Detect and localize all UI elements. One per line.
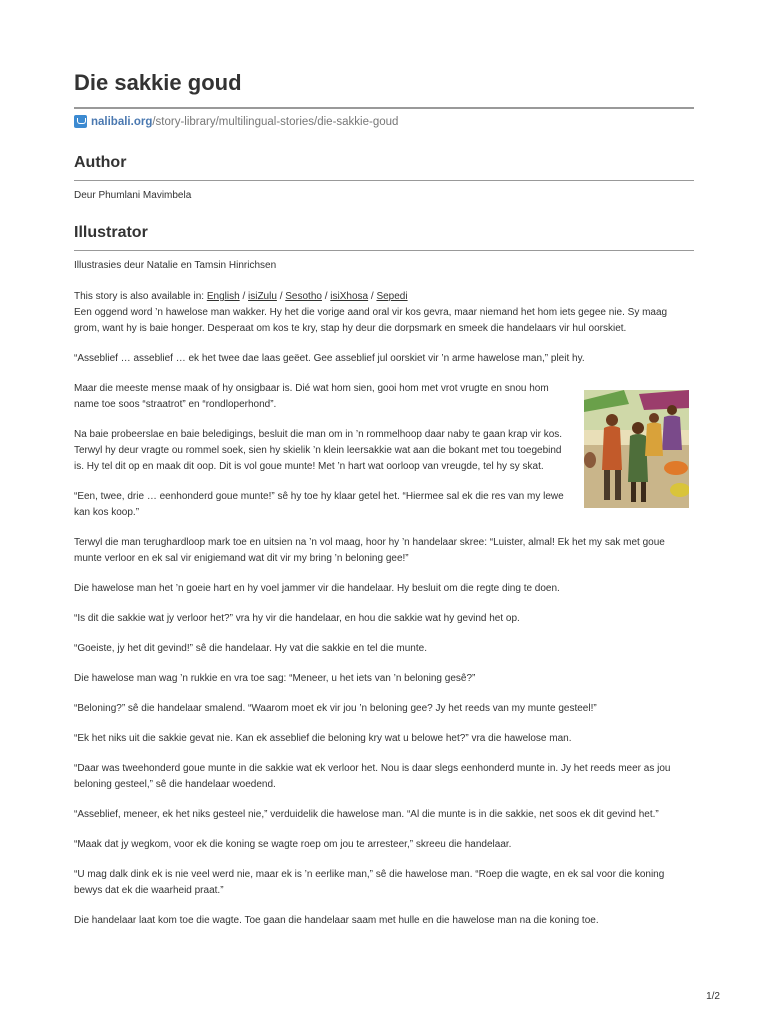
story-paragraph: “Ek het niks uit die sakkie gevat nie. Kan ek asseblief die beloning kry wat u belowe het?” vra die hawelose man. <box>74 733 572 744</box>
market-illustration <box>584 390 689 508</box>
story-paragraph: Die hawelose man wag ’n rukkie en vra toe sag: “Meneer, u het iets van ’n beloning gesê?” <box>74 673 476 684</box>
story-body <box>74 289 694 943</box>
story-paragraph: Na baie probeerslae en baie beledigings, besluit die man om in ’n rommelhoop daar naby te gaan krap vir kos. Terwyl hy deur vragte ou rommel soek, sien hy skielik ’n klein leersakkie wat aan die bokant met tou toegebind is. Hy tel dit op en maak dit oop. Dit is vol goue munte! Met ’n hart wat oorloop van vreugde, tel hy sy skat. <box>74 429 563 472</box>
story-paragraph: “Asseblief … asseblief … ek het twee dae laas geëet. Gee asseblief jul oorskiet vir ’n arme hawelose man,” pleit hy. <box>74 353 585 364</box>
lang-link-isixhosa[interactable]: isiXhosa <box>330 291 369 302</box>
story-paragraph: Terwyl die man terughardloop mark toe en uitsien na ’n vol maag, hoor hy ’n handelaar skree: “Luister, almal! Ek het my sak met goue munte verloor en ek sal vir enigiemand wat dit vir my bring ’n beloning gee!” <box>74 537 665 564</box>
story-paragraph: “Daar was tweehonderd goue munte in die sakkie wat ek verloor het. Nou is daar slegs eenhonderd munte in. Jy het reeds meer as jou beloning gesteel,” sê die handelaar woedend. <box>74 763 671 790</box>
page-title: Die sakkie goud <box>74 70 242 95</box>
nalibali-logo-icon <box>74 115 87 128</box>
lang-link-sepedi[interactable]: Sepedi <box>376 291 408 302</box>
story-paragraph: Maar die meeste mense maak of hy onsigbaar is. Dié wat hom sien, gooi hom met vrot vrugte en snou hom name toe soos “straatrot” en “rondloperhond”. <box>74 383 549 410</box>
author-heading: Author <box>74 154 127 171</box>
lang-link-english[interactable]: English <box>206 291 240 302</box>
author-text: Deur Phumlani Mavimbela <box>74 190 192 201</box>
story-paragraph: Die hawelose man het ’n goeie hart en hy voel jammer vir die handelaar. Hy besluit om die regte ding te doen. <box>74 583 560 594</box>
lang-link-sesotho[interactable]: Sesotho <box>285 291 322 302</box>
story-paragraph: “Is dit die sakkie wat jy verloor het?” vra hy vir die handelaar, en hou die sakkie wat hy gevind het op. <box>74 613 520 624</box>
language-links: This story is also available in: English / isiZulu / Sesotho / isiXhosa / Sepedi <box>74 291 408 302</box>
story-paragraph: “Een, twee, drie … eenhonderd goue munte!” sê hy toe hy klaar getel het. “Hiermee sal ek die res van my lewe kan kos koop.” <box>74 491 564 518</box>
source-link[interactable] <box>74 115 398 128</box>
title-divider <box>74 107 694 109</box>
illustrator-text: Illustrasies deur Natalie en Tamsin Hinrichsen <box>74 260 277 271</box>
story-paragraph: “U mag dalk dink ek is nie veel werd nie, maar ek is ’n eerlike man,” sê die hawelose man. “Roep die wagte, en ek sal voor die koning bewys dat ek die waarheid praat.” <box>74 869 665 896</box>
illustrator-heading: Illustrator <box>74 224 148 241</box>
illustrator-divider <box>74 250 694 251</box>
story-paragraph: “Goeiste, jy het dit gevind!” sê die handelaar. Hy vat die sakkie en tel die munte. <box>74 643 427 654</box>
story-paragraph: “Maak dat jy wegkom, voor ek die koning se wagte roep om jou te arresteer,” skreeu die handelaar. <box>74 839 512 850</box>
lang-link-isizulu[interactable]: isiZulu <box>248 291 277 302</box>
story-paragraph: “Asseblief, meneer, ek het niks gesteel nie,” verduidelik die hawelose man. “Al die munte is in die sakkie, net soos ek dit gevind het.” <box>74 809 659 820</box>
story-paragraph: Die handelaar laat kom toe die wagte. Toe gaan die handelaar saam met hulle en die hawelose man na die koning toe. <box>74 915 599 926</box>
story-paragraph: “Beloning?” sê die handelaar smalend. “Waarom moet ek vir jou ’n beloning gee? Jy het reeds van my munte gesteel!” <box>74 703 597 714</box>
author-divider <box>74 180 694 181</box>
story-paragraph: Een oggend word ’n hawelose man wakker. Hy het die vorige aand oral vir kos gevra, maar niemand het hom iets gegee nie. Sy maag grom, want hy is baie honger. Desperaat om kos te kry, stap hy deur die dorpsmark en smeek die handelaars vir hul oorskiet. <box>74 307 668 334</box>
source-path: /story-library/multilingual-stories/die-sakkie-goud <box>152 115 399 128</box>
page-number: 1/2 <box>706 991 720 1002</box>
source-site: nalibali.org <box>91 115 153 128</box>
